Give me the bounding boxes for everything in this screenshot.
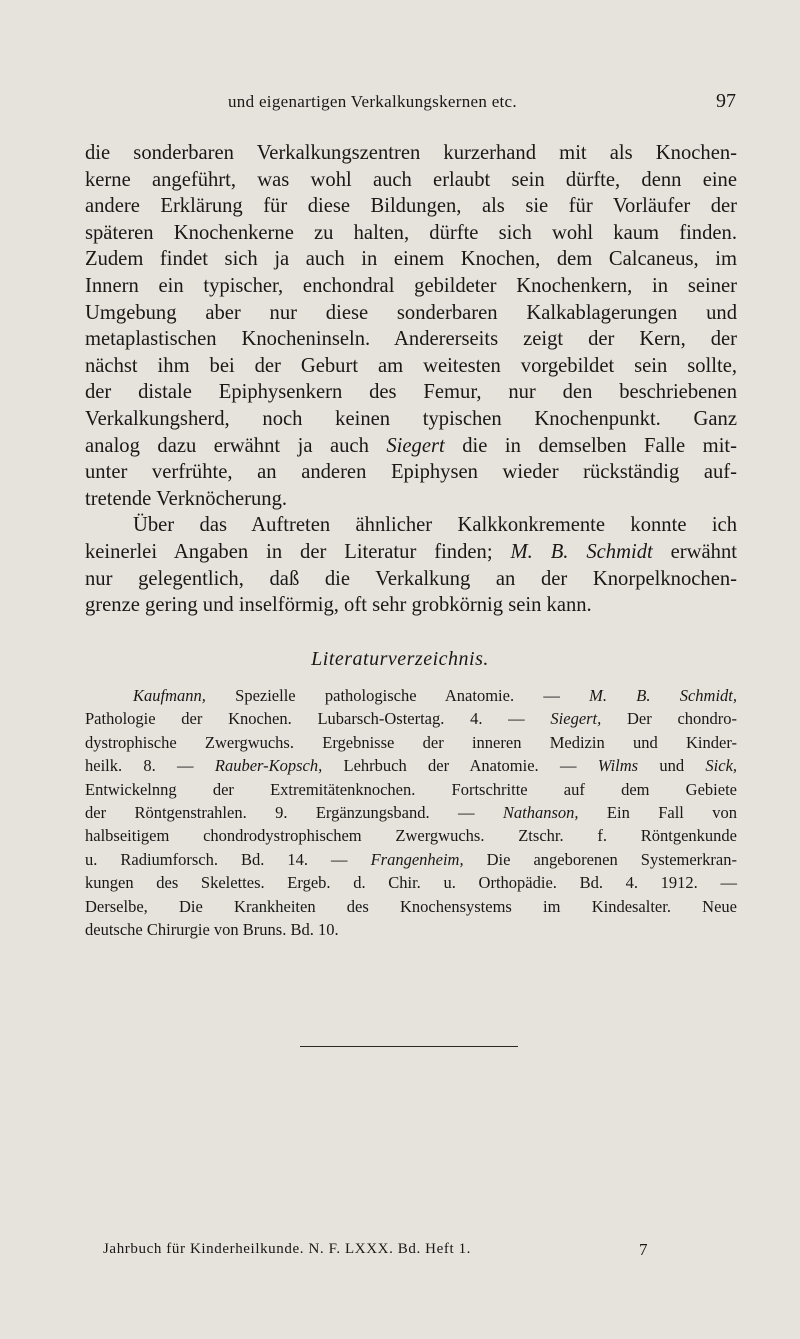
author-name: Nathanson, bbox=[502, 803, 579, 823]
text-line: Umgebung aber nur diese sonderbaren Kalkablagerungen und bbox=[85, 301, 737, 324]
reference-line: Entwickelnng der Extremitätenknochen. Fortschritte auf dem Gebiete bbox=[85, 779, 737, 799]
reference-list bbox=[85, 684, 737, 941]
reference-line bbox=[85, 707, 737, 730]
reference-line bbox=[85, 801, 737, 824]
text-run: analog dazu erwähnt ja auch bbox=[85, 434, 387, 457]
running-title: und eigenartigen Verkalkungskernen etc. bbox=[228, 92, 517, 111]
author-name: Wilms bbox=[597, 756, 639, 776]
text-line: Verkalkungsherd, noch keinen typischen Knochenpunkt. Ganz bbox=[85, 407, 737, 430]
reference-line bbox=[85, 754, 737, 777]
text-line bbox=[85, 539, 737, 566]
author-name: Rauber-Kopsch, bbox=[214, 756, 323, 776]
reference-line bbox=[85, 684, 737, 707]
reference-line bbox=[85, 848, 737, 871]
paragraph-1 bbox=[85, 140, 737, 512]
text-line: metaplastischen Knocheninseln. Andererseits zeigt der Kern, der bbox=[85, 328, 737, 351]
text-line: späteren Knochenkerne zu halten, dürfte sich wohl kaum finden. bbox=[85, 221, 737, 244]
text-line: die sonderbaren Verkalkungszentren kurzerhand mit als Knochen- bbox=[85, 142, 737, 164]
reference-line: kungen des Skelettes. Ergeb. d. Chir. u. Orthopädie. Bd. 4. 1912. — bbox=[85, 873, 737, 893]
text-line: tretende Verknöcherung. bbox=[85, 487, 288, 510]
text-run: Der chondro- bbox=[601, 709, 738, 729]
text-run: Lehrbuch der Anatomie. — bbox=[322, 756, 598, 776]
text-line bbox=[85, 433, 737, 460]
text-run: die in demselben Falle mit- bbox=[444, 434, 737, 457]
text-run: keinerlei Angaben in der Literatur finden; bbox=[85, 540, 511, 563]
text-run: heilk. 8. — bbox=[85, 756, 215, 776]
reference-line: deutsche Chirurgie von Bruns. Bd. 10. bbox=[85, 920, 339, 940]
reference-line: dystrophische Zwergwuchs. Ergebnisse der inneren Medizin und Kinder- bbox=[85, 732, 737, 752]
text-line: grenze gering und inselförmig, oft sehr grobkörnig sein kann. bbox=[85, 594, 592, 617]
text-line: Über das Auftreten ähnlicher Kalkkonkremente konnte ich bbox=[133, 514, 737, 537]
reference-line: Derselbe, Die Krankheiten des Knochensystems im Kindesalter. Neue bbox=[85, 896, 737, 916]
literature-heading: Literaturverzeichnis. bbox=[311, 648, 489, 670]
text-line: nächst ihm bei der Geburt am weitesten vorgebildet sein sollte, bbox=[85, 354, 737, 377]
author-name: M. B. Schmidt bbox=[510, 540, 653, 563]
section-divider bbox=[300, 1046, 518, 1047]
text-run: Pathologie der Knochen. Lubarsch-Ostertag. 4. — bbox=[85, 709, 551, 729]
text-run: u. Radiumforsch. Bd. 14. — bbox=[85, 849, 371, 869]
author-name: Sick, bbox=[705, 756, 738, 776]
text-line: Zudem findet sich ja auch in einem Knochen, dem Calcaneus, im bbox=[85, 248, 737, 271]
text-run: erwähnt bbox=[652, 540, 737, 563]
text-run: Ein Fall von bbox=[578, 803, 737, 823]
author-name: Frangenheim, bbox=[370, 849, 464, 869]
text-line: andere Erklärung für diese Bildungen, als sie für Vorläufer der bbox=[85, 195, 737, 218]
author-name: Siegert bbox=[386, 434, 445, 457]
text-run: und bbox=[638, 756, 706, 776]
signature-mark: 7 bbox=[639, 1240, 649, 1259]
reference-line: halbseitigem chondrodystrophischem Zwergwuchs. Ztschr. f. Röntgenkunde bbox=[85, 826, 737, 846]
text-run: der Röntgenstrahlen. 9. Ergänzungsband. — bbox=[85, 803, 503, 823]
text-line: unter verfrühte, an anderen Epiphysen wieder rückständig auf- bbox=[85, 461, 737, 484]
text-line: der distale Epiphysenkern des Femur, nur den beschriebenen bbox=[85, 381, 737, 404]
text-line: nur gelegentlich, daß die Verkalkung an der Knorpelknochen- bbox=[85, 567, 737, 590]
author-name: M. B. Schmidt, bbox=[589, 686, 737, 705]
text-line: kerne angeführt, was wohl auch erlaubt sein dürfte, denn eine bbox=[85, 168, 737, 191]
text-run: Die angeborenen Systemerkran- bbox=[463, 849, 737, 869]
page-number: 97 bbox=[716, 90, 736, 112]
paragraph-2 bbox=[85, 512, 737, 618]
body-text bbox=[85, 140, 737, 619]
text-run: Spezielle pathologische Anatomie. — bbox=[205, 686, 590, 705]
author-name: Siegert, bbox=[550, 709, 602, 729]
text-line: Innern ein typischer, enchondral gebildeter Knochenkern, in seiner bbox=[85, 274, 737, 297]
author-name: Kaufmann, bbox=[133, 686, 206, 705]
journal-citation: Jahrbuch für Kinderheilkunde. N. F. LXXX. Bd. Heft 1. bbox=[103, 1241, 472, 1257]
